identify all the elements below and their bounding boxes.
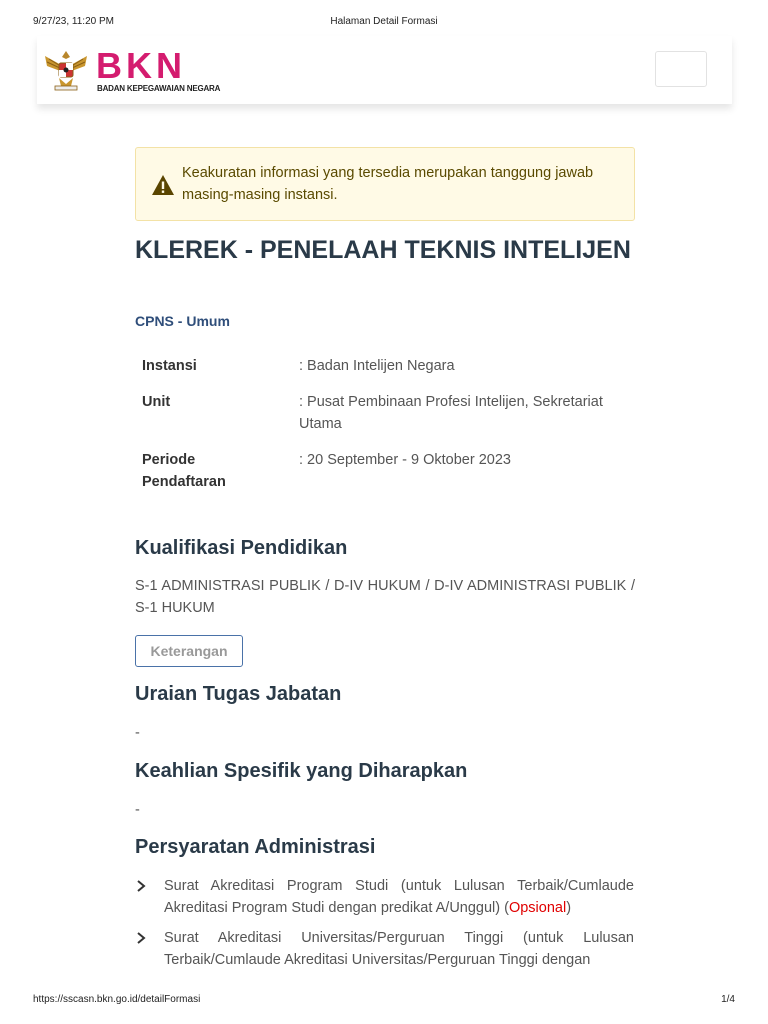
job-category: CPNS - Umum xyxy=(135,313,230,329)
menu-toggle-button[interactable] xyxy=(655,51,707,87)
garuda-emblem-icon xyxy=(43,46,89,92)
info-value: : 20 September - 9 Oktober 2023 xyxy=(299,452,511,468)
disclaimer-alert xyxy=(135,147,635,221)
brand-subtitle: BADAN KEPEGAWAIAN NEGARA xyxy=(97,84,221,93)
section-title-uraian: Uraian Tugas Jabatan xyxy=(135,683,342,705)
info-label: Unit xyxy=(142,394,171,410)
kualifikasi-text: S-1 ADMINISTRASI PUBLIK / D-IV HUKUM / D-IV ADMINISTRASI PUBLIK / S-1 HUKUM xyxy=(135,578,635,616)
print-datetime: 9/27/23, 11:20 PM xyxy=(33,16,114,27)
info-label: Periode Pendaftaran xyxy=(142,452,226,490)
print-url: https://sscasn.bkn.go.id/detailFormasi xyxy=(33,994,201,1005)
section-title-keahlian: Keahlian Spesifik yang Diharapkan xyxy=(135,760,468,782)
optional-tag: Opsional xyxy=(508,900,567,916)
print-page-title: Halaman Detail Formasi xyxy=(330,16,438,27)
chevron-right-icon xyxy=(135,879,147,893)
site-header xyxy=(37,36,732,104)
section-title-kualifikasi: Kualifikasi Pendidikan xyxy=(135,537,348,559)
uraian-text: - xyxy=(135,725,140,741)
requirement-text: Surat Akreditasi Universitas/Perguruan Tinggi (untuk Lulusan Terbaik/Cumlaude Akreditasi Universitas/Perguruan Tinggi dengan xyxy=(164,930,634,968)
alert-text: Keakuratan informasi yang tersedia merupakan tanggung jawab masing-masing instansi. xyxy=(182,165,594,203)
chevron-right-icon xyxy=(135,931,147,945)
info-value: : Pusat Pembinaan Profesi Intelijen, Sekretariat Utama xyxy=(299,394,603,432)
info-value: : Badan Intelijen Negara xyxy=(299,358,455,374)
print-page-number: 1/4 xyxy=(721,994,735,1005)
brand-name: BKN xyxy=(96,45,186,86)
keterangan-button[interactable]: Keterangan xyxy=(135,635,243,667)
job-title: KLEREK - PENELAAH TEKNIS INTELIJEN xyxy=(135,236,631,264)
warning-icon xyxy=(151,174,175,196)
bkn-logo[interactable] xyxy=(43,45,221,96)
section-title-persyaratan: Persyaratan Administrasi xyxy=(135,836,376,858)
keahlian-text: - xyxy=(135,802,140,818)
info-label: Instansi xyxy=(142,358,197,374)
requirement-text: Surat Akreditasi Program Studi (untuk Lulusan Terbaik/Cumlaude Akreditasi Program Studi dengan predikat A/Unggul) (Opsional) xyxy=(164,878,634,916)
